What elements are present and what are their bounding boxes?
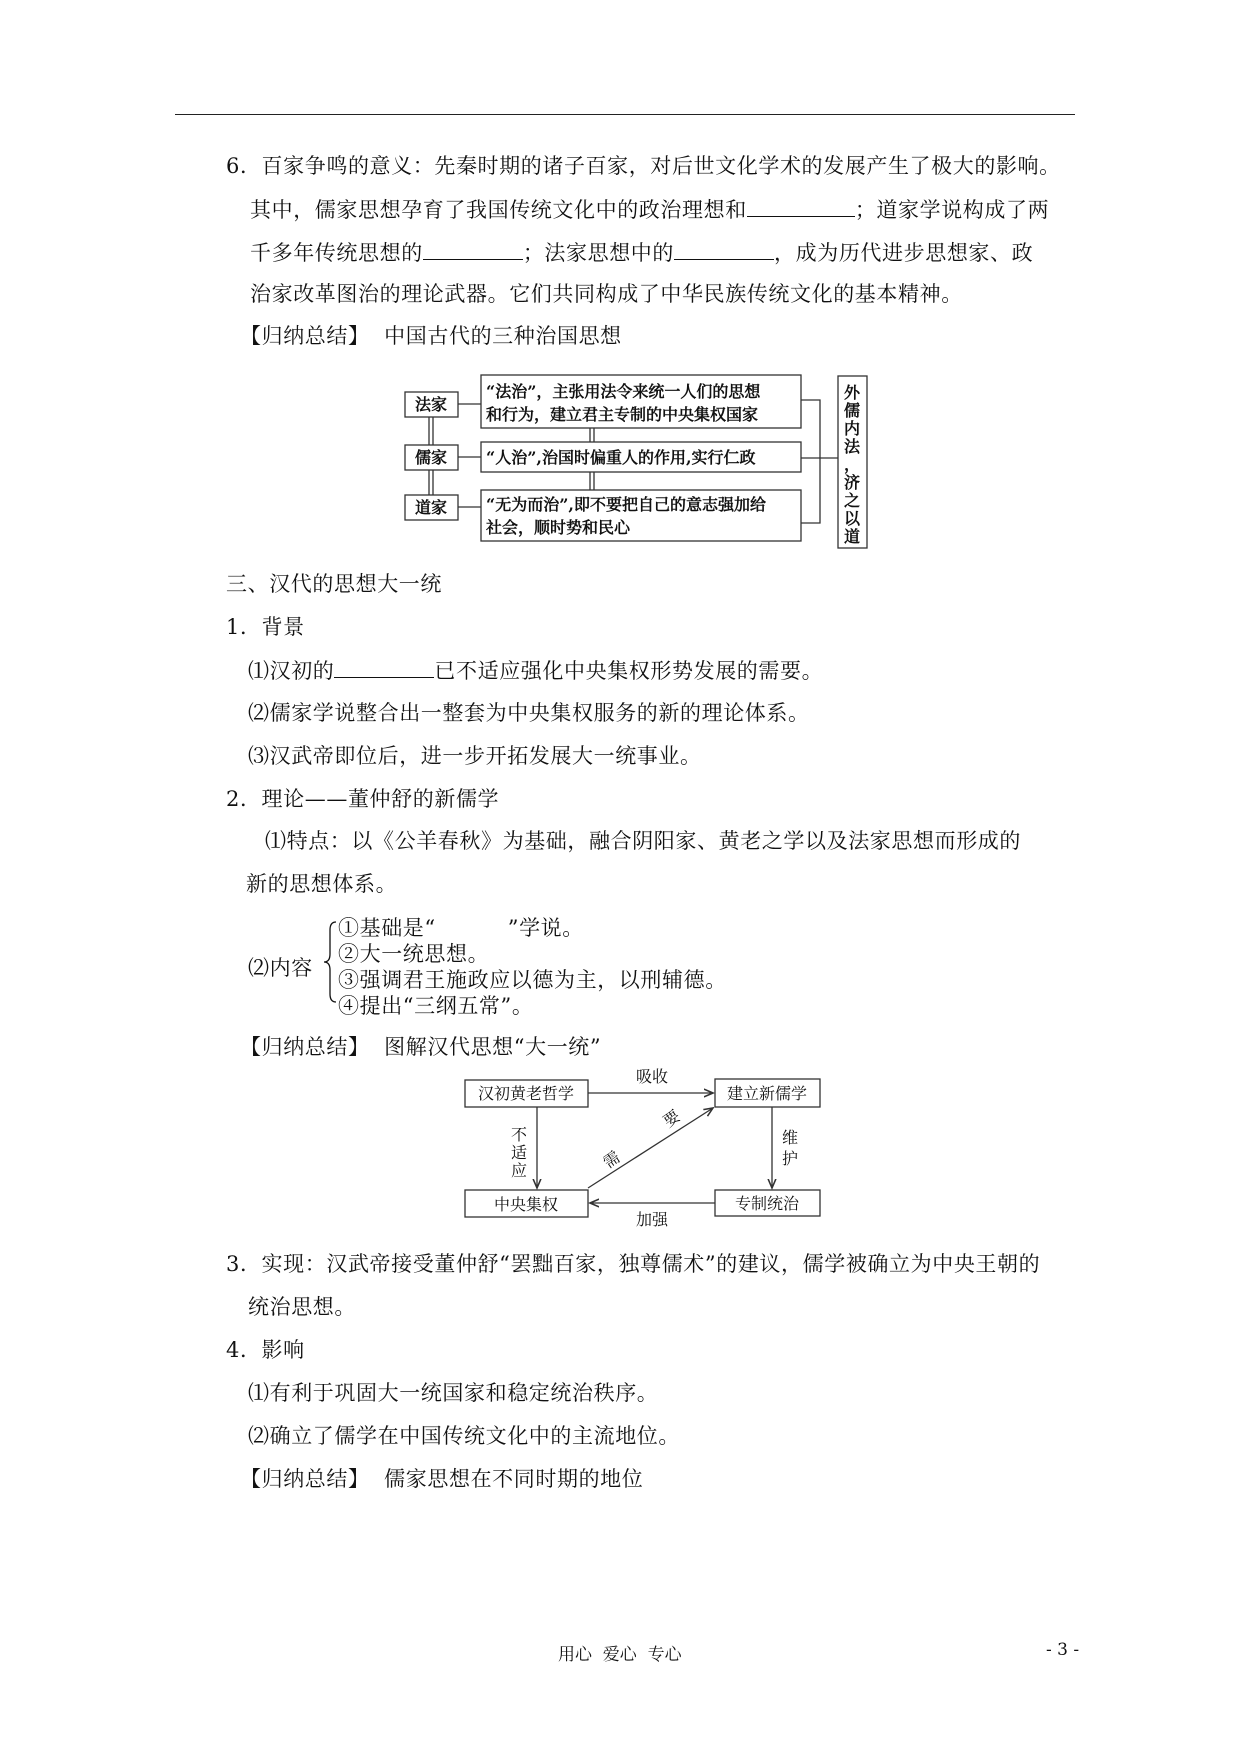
- summary-title: 儒家思想在不同时期的地位: [384, 1467, 644, 1491]
- impact-title: 4．影响: [226, 1338, 305, 1362]
- page-number: - 3 -: [1046, 1640, 1080, 1660]
- conclusion-char: ，: [843, 455, 861, 474]
- background-2: ⑵儒家学说整合出一整套为中央集权服务的新的理论体系。: [248, 701, 810, 725]
- label-strengthen: 加强: [635, 1210, 669, 1229]
- theory-title: 2．理论——董仲舒的新儒学: [226, 787, 500, 811]
- label-need: 需: [599, 1147, 624, 1172]
- section6-line4: 治家改革图治的理论武器。它们共同构成了中华民族传统文化的基本精神。: [250, 282, 963, 306]
- desc-fajia-1: “法治”，主张用法令来统一人们的思想: [486, 382, 761, 401]
- realize-line2: 统治思想。: [248, 1295, 356, 1319]
- label-not-fit: 不: [510, 1125, 528, 1144]
- summary-title: 图解汉代思想“大一统”: [384, 1035, 602, 1059]
- conclusion-char: 外: [843, 383, 861, 402]
- desc-rujia: “人治”,治国时偏重人的作用,实行仁政: [486, 448, 756, 467]
- summary-title: 中国古代的三种治国思想: [384, 324, 622, 348]
- summary-heading-2: [240, 1034, 601, 1060]
- footer-motto: 用心 爱心 专心: [558, 1645, 682, 1665]
- content-3: ③强调君王施政应以德为主，以刑辅德。: [338, 968, 727, 992]
- text: 其中，儒家思想孕育了我国传统文化中的政治理想和: [250, 198, 747, 222]
- content-2: ②大一统思想。: [338, 942, 490, 966]
- text: 已不适应强化中央集权形势发展的需要。: [434, 659, 824, 683]
- section3-heading: 三、汉代的思想大一统: [226, 572, 442, 596]
- label-maintain: 护: [781, 1149, 799, 1168]
- conclusion-char: 以: [843, 509, 861, 528]
- realize-line1: 3．实现：汉武帝接受董仲舒“罢黜百家，独尊儒术”的建议，儒学被确立为中央王朝的: [226, 1252, 1041, 1276]
- background-title: 1．背景: [226, 615, 305, 639]
- label-not-fit: 应: [510, 1161, 528, 1180]
- background-1: [248, 657, 823, 684]
- conclusion-char: 之: [843, 491, 861, 510]
- content-4: ④提出“三纲五常”。: [338, 994, 534, 1018]
- conclusion-char: 儒: [843, 401, 861, 420]
- text: ；道家学说构成了两: [854, 198, 1050, 222]
- text: ⑴汉初的: [248, 659, 335, 683]
- school-fajia: 法家: [414, 395, 448, 414]
- content-1: [338, 915, 584, 941]
- arrow-need: [588, 1108, 713, 1188]
- impact-1: ⑴有利于巩固大一统国家和稳定统治秩序。: [248, 1381, 659, 1405]
- label-absorb: 吸收: [635, 1067, 669, 1086]
- desc-fajia-2: 和行为，建立君主专制的中央集权国家: [486, 405, 759, 424]
- summary-tag: 【归纳总结】: [240, 1467, 370, 1491]
- impact-2: ⑵确立了儒学在中国传统文化中的主流地位。: [248, 1424, 680, 1448]
- background-3: ⑶汉武帝即位后，进一步开拓发展大一统事业。: [248, 744, 702, 768]
- desc-daojia-2: 社会，顺时势和民心: [486, 518, 631, 537]
- desc-daojia-1: “无为而治”,即不要把自己的意志强加给: [486, 495, 766, 514]
- box-label: 汉初黄老哲学: [477, 1084, 575, 1103]
- summary-tag: 【归纳总结】: [240, 1035, 370, 1059]
- summary-tag: 【归纳总结】: [240, 324, 370, 348]
- conclusion-char: 济: [843, 473, 861, 492]
- text: ”学说。: [507, 916, 584, 940]
- school-rujia: 儒家: [414, 448, 448, 467]
- conclusion-char: 道: [843, 527, 861, 546]
- label-not-fit: 适: [510, 1143, 528, 1162]
- label-need: 要: [659, 1106, 684, 1131]
- text: ；法家思想中的: [522, 241, 675, 265]
- feature-line2: 新的思想体系。: [246, 872, 398, 896]
- conclusion-char: 法: [843, 437, 861, 456]
- text: 千多年传统思想的: [250, 241, 423, 265]
- box-label: 中央集权: [493, 1195, 559, 1214]
- section6-line1: 6．百家争鸣的意义：先秦时期的诸子百家，对后世文化学术的发展产生了极大的影响。: [226, 154, 1061, 178]
- brace-icon: [324, 922, 336, 1002]
- label-maintain: 维: [781, 1128, 799, 1147]
- text: ①基础是“: [338, 916, 436, 940]
- summary-heading-3: [240, 1466, 643, 1492]
- conclusion-char: 内: [843, 419, 861, 438]
- box-label: 建立新儒学: [726, 1084, 808, 1103]
- content-label: ⑵内容: [248, 956, 313, 980]
- box-label: 专制统治: [734, 1194, 800, 1213]
- feature-line1: ⑴特点：以《公羊春秋》为基础，融合阴阳家、黄老之学以及法家思想而形成的: [265, 829, 1021, 853]
- fill-blank: [334, 657, 434, 678]
- text: ，成为历代进步思想家、政: [774, 241, 1034, 265]
- school-daojia: 道家: [414, 498, 448, 517]
